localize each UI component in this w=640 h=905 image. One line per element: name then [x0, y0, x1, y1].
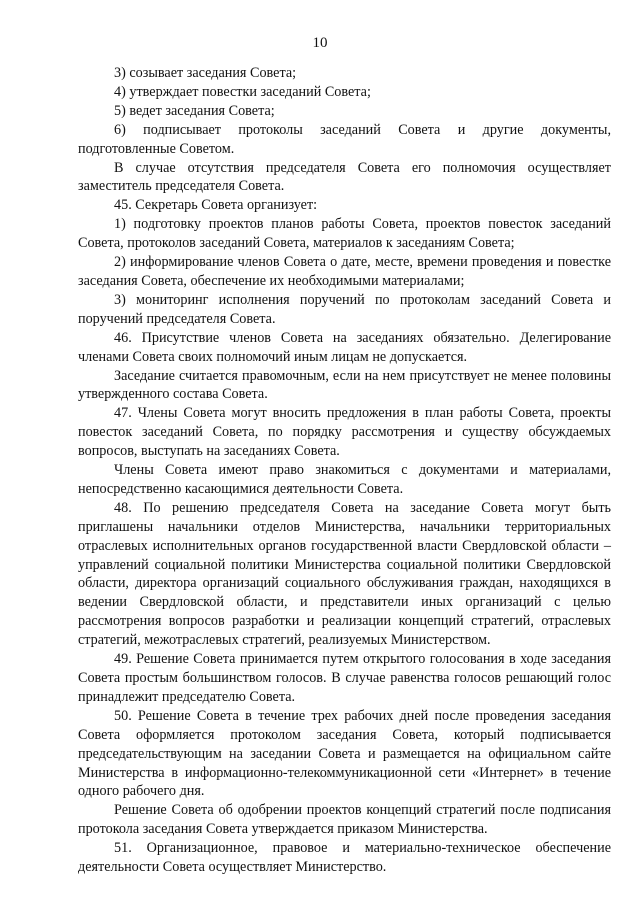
paragraph-45-item-2: 2) информирование членов Совета о дате, месте, времени проведения и повестке заседания Совета, обеспечение их необходимыми материалами;: [78, 254, 611, 289]
paragraph-51: 51. Организационное, правовое и материально-техническое обеспечение деятельности Совета осуществляет Министерство.: [78, 840, 611, 876]
paragraph-47: 47. Члены Совета могут вносить предложения в план работы Совета, проекты повесток заседаний Совета, по порядку рассмотрения и существу обсуждаемых вопросов, выступать на заседаниях Совета.: [78, 405, 611, 460]
paragraph-item-5: 5) ведет заседания Совета;: [114, 102, 275, 119]
paragraph-49: 49. Решение Совета принимается путем открытого голосования в ходе заседания Совета простым большинством голосов. В случае равенства голосов решающий голос принадлежит председателю Совета.: [78, 651, 611, 705]
paragraph-item-6: 6) подписывает протоколы заседаний Совета и другие документы, подготовленные Советом.: [78, 121, 611, 157]
paragraph-45-item-3: 3) мониторинг исполнения поручений по протоколам заседаний Совета и поручений председателя Совета.: [78, 291, 611, 327]
paragraph-chair-absence: В случае отсутствия председателя Совета его полномочия осуществляет заместитель председателя Совета.: [78, 159, 611, 195]
paragraph-item-3: 3) созывает заседания Совета;: [114, 65, 297, 81]
paragraph-46: 46. Присутствие членов Совета на заседаниях обязательно. Делегирование членами Совета своих полномочий иным лицам не допускается.: [78, 329, 611, 365]
document-body: [78, 64, 611, 877]
paragraph-45: 45. Секретарь Совета организует:: [114, 197, 318, 214]
paragraph-48: 48. По решению председателя Совета на заседание Совета могут быть приглашены начальники отделов Министерства, начальники территориальных отраслевых исполнительных органов государственной власти Свердловской области – управлений социальной политики Министерства социальной политики Свердловской области, директора организаций социального обслуживания граждан, находящихся в ведении Свердловской области, и представители иных организаций с целью рассмотрения вопросов разработки и реализации концепций стратегий, отраслевых стратегий, межотраслевых стратегий, реализуемых Министерством.: [78, 499, 611, 649]
page-number: 10: [312, 35, 328, 51]
paragraph-45-item-1: 1) подготовку проектов планов работы Совета, проектов повесток заседаний Совета, протоколов заседаний Совета, материалов к заседаниям Совета;: [78, 216, 611, 252]
paragraph-item-4: 4) утверждает повестки заседаний Совета;: [114, 83, 371, 100]
paragraph-50: 50. Решение Совета в течение трех рабочих дней после проведения заседания Совета оформляется протоколом заседания Совета, который подписывается председательствующим на заседании Совета и размещается на официальном сайте Министерства в информационно-телекоммуникационной сети «Интернет» в течение одного рабочего дня.: [78, 707, 611, 800]
paragraph-members-rights: Члены Совета имеют право знакомиться с документами и материалами, непосредственно касающимися деятельности Совета.: [78, 462, 611, 497]
paragraph-quorum: Заседание считается правомочным, если на нем присутствует не менее половины утвержденного состава Совета.: [78, 367, 611, 403]
paragraph-decision-approval: Решение Совета об одобрении проектов концепций стратегий после подписания протокола заседания Совета утверждается приказом Министерства.: [78, 802, 611, 838]
